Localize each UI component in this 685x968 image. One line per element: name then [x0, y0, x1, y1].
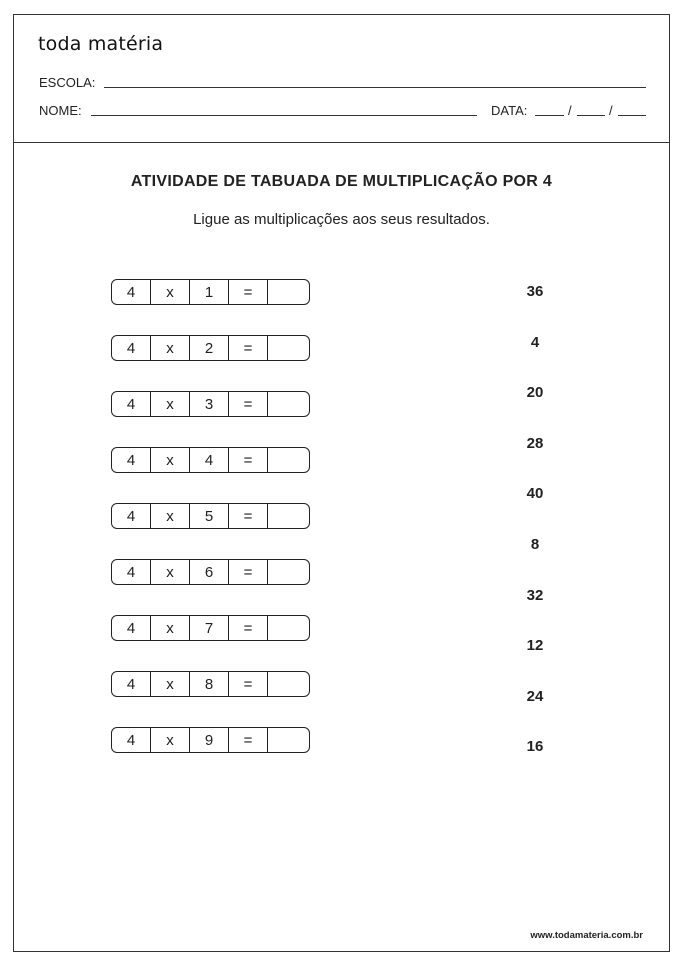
worksheet-title: ATIVIDADE DE TABUADA DE MULTIPLICAÇÃO POR 4	[130, 173, 553, 190]
equation-row	[111, 615, 310, 641]
result-value[interactable]: 24	[526, 687, 544, 705]
date-separator-2: /	[609, 103, 613, 118]
multiplicand: 4	[112, 504, 151, 528]
operator: x	[151, 336, 190, 360]
multiplier: 8	[190, 672, 229, 696]
multiplicand: 4	[112, 280, 151, 304]
name-line[interactable]	[91, 115, 477, 116]
equation-row	[111, 335, 310, 361]
result-value[interactable]: 40	[526, 485, 544, 503]
multiplier: 7	[190, 616, 229, 640]
equals-sign: =	[229, 448, 268, 472]
equals-sign: =	[229, 672, 268, 696]
worksheet	[13, 14, 670, 952]
result-value[interactable]: 32	[526, 586, 544, 604]
multiplicand: 4	[112, 728, 151, 752]
equals-sign: =	[229, 560, 268, 584]
operator: x	[151, 392, 190, 416]
answer-box[interactable]	[268, 616, 309, 640]
date-separator-1: /	[568, 103, 572, 118]
equation-row	[111, 391, 310, 417]
multiplier: 5	[190, 504, 229, 528]
equals-sign: =	[229, 392, 268, 416]
equals-sign: =	[229, 336, 268, 360]
equation-row	[111, 447, 310, 473]
logo: toda matéria	[38, 33, 164, 55]
equals-sign: =	[229, 280, 268, 304]
operator: x	[151, 280, 190, 304]
operator: x	[151, 672, 190, 696]
answer-box[interactable]	[268, 280, 309, 304]
equation-row	[111, 503, 310, 529]
answer-box[interactable]	[268, 728, 309, 752]
answer-box[interactable]	[268, 336, 309, 360]
result-value[interactable]: 16	[526, 738, 544, 756]
result-value[interactable]: 28	[526, 434, 544, 452]
worksheet-header	[14, 15, 669, 143]
multiplicand: 4	[112, 560, 151, 584]
result-value[interactable]: 4	[530, 333, 540, 351]
multiplier: 1	[190, 280, 229, 304]
school-label: ESCOLA:	[39, 75, 96, 90]
school-line[interactable]	[104, 87, 646, 88]
name-label: NOME:	[39, 103, 82, 118]
result-value[interactable]: 36	[526, 283, 544, 300]
multiplier: 9	[190, 728, 229, 752]
answer-box[interactable]	[268, 448, 309, 472]
equals-sign: =	[229, 616, 268, 640]
multiplicand: 4	[112, 672, 151, 696]
multiplier: 4	[190, 448, 229, 472]
date-day-line[interactable]	[535, 115, 564, 116]
operator: x	[151, 448, 190, 472]
date-label: DATA:	[491, 103, 528, 118]
equation-row	[111, 671, 310, 697]
answer-box[interactable]	[268, 560, 309, 584]
multiplicand: 4	[112, 616, 151, 640]
equation-row	[111, 279, 310, 305]
equals-sign: =	[229, 728, 268, 752]
operator: x	[151, 560, 190, 584]
date-year-line[interactable]	[618, 115, 646, 116]
operator: x	[151, 504, 190, 528]
result-value[interactable]: 8	[530, 536, 540, 553]
operator: x	[151, 616, 190, 640]
answer-box[interactable]	[268, 504, 309, 528]
multiplier: 2	[190, 336, 229, 360]
multiplicand: 4	[112, 448, 151, 472]
equation-row	[111, 727, 310, 753]
answer-box[interactable]	[268, 672, 309, 696]
worksheet-instructions: Ligue as multiplicações aos seus resultados.	[193, 211, 490, 228]
date-month-line[interactable]	[577, 115, 605, 116]
answer-box[interactable]	[268, 392, 309, 416]
multiplicand: 4	[112, 392, 151, 416]
equals-sign: =	[229, 504, 268, 528]
result-value[interactable]: 12	[526, 637, 544, 655]
footer-url: www.todamateria.com.br	[530, 930, 643, 941]
operator: x	[151, 728, 190, 752]
multiplicand: 4	[112, 336, 151, 360]
equation-row	[111, 559, 310, 585]
result-value[interactable]: 20	[526, 384, 544, 402]
multiplier: 3	[190, 392, 229, 416]
multiplier: 6	[190, 560, 229, 584]
